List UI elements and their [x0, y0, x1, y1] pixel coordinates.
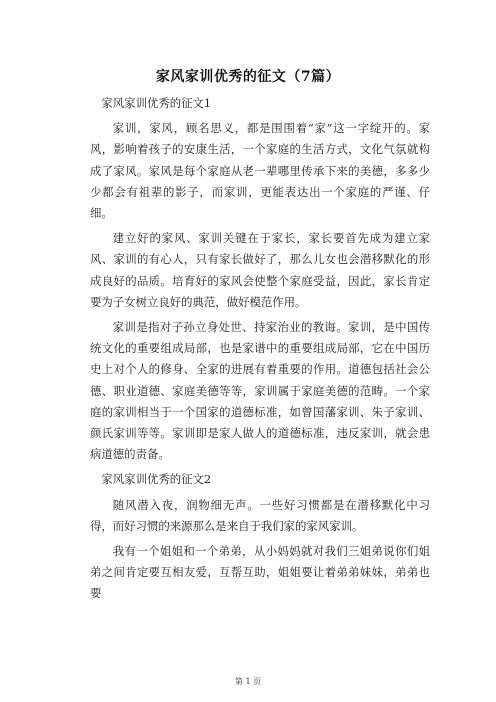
paragraph: 随风潜入夜，润物细无声。一些好习惯都是在潜移默化中习得，而好习惯的来源那么是来自于我们家的家风家训。	[90, 497, 430, 533]
paragraph: 建立好的家风、家训关键在于家长，家长要首先成为建立家风、家训的有心人，只有家长做好了，那么儿女也会潜移默化的形成良好的品质。培育好的家风会使整个家庭受益，因此，家长肯定要为子女树立良好的典范，做好模范作用。	[90, 231, 430, 309]
paragraph: 家训是指对子孙立身处世、持家治业的教诲。家训，是中国传统文化的重要组成局部，也是家谱中的重要组成局部，它在中国历史上对个人的修身、全家的进展有着重要的作用。道德包括社会公德、职业道德、家庭美德等等，家训属于家庭美德的范畴。一个家庭的家训相当于一个国家的道德标准，如曾国藩家训、朱子家训、颜氏家训等等。家训即是家人做人的道德标准，违反家训，就会患病道德的责备。	[90, 320, 430, 462]
section-heading: 家风家训优秀的征文1	[101, 96, 212, 110]
paragraph: 我有一个姐姐和一个弟弟，从小妈妈就对我们三姐弟说你们姐弟之间肯定要互相友爱，互帮互助，姐姐要让着弟弟妹妹，弟弟也要	[90, 544, 430, 601]
document-body	[90, 93, 430, 609]
page-number: 第 1 页	[234, 677, 262, 686]
paragraph: 家训，家风，顾名思义，都是围围着“家”这一字绽开的。家风，影响着孩子的安康生活，一个家庭的生活方式，文化气氛就构成了家风。家风是每个家庭从老一辈哪里传承下来的美德，多多少少都会有祖辈的影子，而家训，更能表达出一个家庭的严谨、仔细。	[90, 121, 430, 221]
section-heading: 家风家训优秀的征文2	[101, 472, 212, 487]
document-title: 家风家训优秀的征文（7篇）	[155, 69, 341, 85]
